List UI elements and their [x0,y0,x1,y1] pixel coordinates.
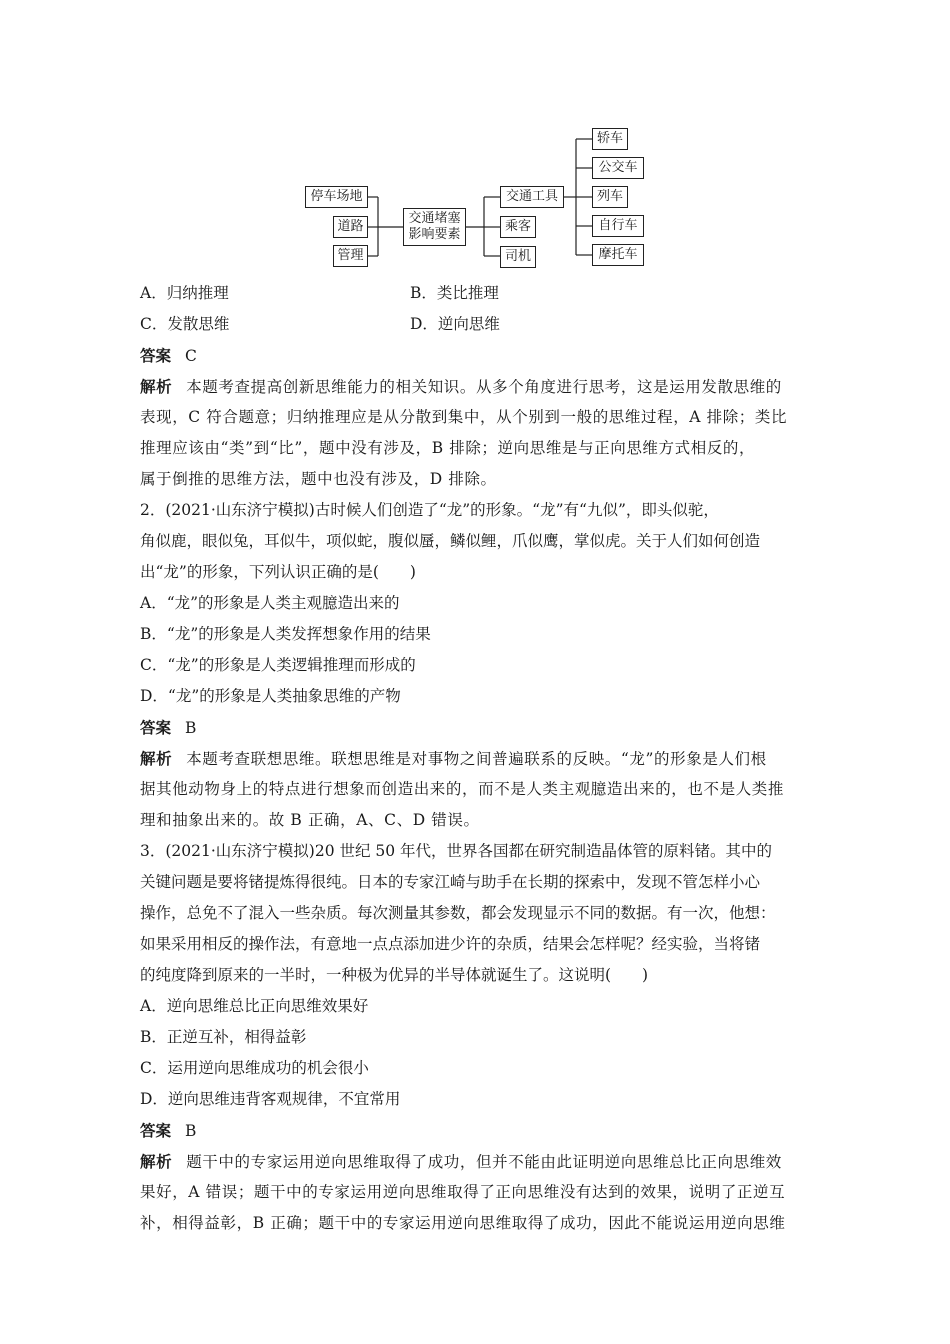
q2-option-b: B．“龙”的形象是人类发挥想象作用的结果 [140,625,431,643]
q2-analysis-line [140,743,812,774]
box-car: 轿车 [592,128,628,150]
q3-stem-line: 的纯度降到原来的一半时，一种极为优异的半导体就诞生了。这说明( ) [140,966,649,984]
q1-option-c: C．发散思维 [140,315,230,333]
q1-options-row2 [140,309,812,340]
answer-value: B [185,719,197,737]
analysis-label: 解析 [140,377,173,396]
box-vehicles: 交通工具 [500,186,564,208]
q2-option-a: A．“龙”的形象是人类主观臆造出来的 [140,594,400,612]
box-parking: 停车场地 [305,186,368,208]
center-line1: 交通堵塞 [408,210,461,226]
question-content [140,278,812,1239]
q1-option-a: A．归纳推理 [140,284,229,302]
q3-stem-line: 3．(2021·山东济宁模拟)20 世纪 50 年代，世界各国都在研究制造晶体管的原料锗。其中的 [140,842,773,860]
q1-analysis-line: 推理应该由“类”到“比”，题中没有涉及，B 排除；逆向思维是与正向思维方式相反的， [140,439,756,457]
box-center [403,208,466,246]
q3-analysis-line [140,1146,812,1177]
q3-stem-line: 关键问题是要将锗提炼得很纯。日本的专家江崎与助手在长期的探索中，发现不管怎样小心 [140,873,761,891]
q1-analysis-line [140,371,812,402]
q1-option-d: D．逆向思维 [410,315,500,333]
q1-analysis-line: 属于倒推的思维方法，题中也没有涉及，D 排除。 [140,470,497,488]
box-passengers: 乘客 [500,216,536,238]
q2-analysis-line: 理和抽象出来的。故 B 正确，A、C、D 错误。 [140,811,480,829]
q2-analysis-line: 据其他动物身上的特点进行想象而创造出来的，而不是人类主观臆造出来的，也不是人类推 [140,780,785,798]
diagram-connectors [0,0,950,280]
q3-option-d: D．逆向思维违背客观规律，不宜常用 [140,1090,401,1108]
q2-option-c: C．“龙”的形象是人类逻辑推理而形成的 [140,656,416,674]
box-motorcycle: 摩托车 [592,244,644,266]
answer-value: B [185,1122,197,1140]
q3-stem-line: 如果采用相反的操作法，有意地一点点添加进少许的杂质，结果会怎样呢？经实验，当将锗 [140,935,761,953]
q2-stem-line: 2．(2021·山东济宁模拟)古时候人们创造了“龙”的形象。“龙”有“九似”，即头似驼， [140,501,719,519]
q3-option-c: C．运用逆向思维成功的机会很小 [140,1059,369,1077]
answer-value: C [185,347,197,365]
q2-option-d: D．“龙”的形象是人类抽象思维的产物 [140,687,401,705]
q2-answer [140,712,812,743]
analysis-text: 题干中的专家运用逆向思维取得了成功，但并不能由此证明逆向思维总比正向思维效 [186,1153,782,1171]
q1-analysis-line: 表现，C 符合题意；归纳推理应是从分散到集中，从个别到一般的思维过程，A 排除；类比 [140,408,788,426]
box-management: 管理 [333,245,368,267]
box-bicycle: 自行车 [592,215,644,237]
box-road: 道路 [333,216,368,238]
answer-label: 答案 [140,1121,172,1140]
q2-stem-line: 出“龙”的形象，下列认识正确的是( ) [140,563,416,581]
box-train: 列车 [592,186,628,208]
q3-analysis-line: 果好，A 错误；题干中的专家运用逆向思维取得了正向思维没有达到的效果，说明了正逆互 [140,1183,786,1201]
analysis-label: 解析 [140,749,173,768]
q3-option-a: A．逆向思维总比正向思维效果好 [140,997,369,1015]
q3-stem-line: 操作，总免不了混入一些杂质。每次测量其参数，都会发现显示不同的数据。有一次，他想： [140,904,776,922]
analysis-label: 解析 [140,1152,173,1171]
q3-option-b: B．正逆互补，相得益彰 [140,1028,307,1046]
traffic-factors-diagram [0,0,950,280]
q1-option-b: B．类比推理 [410,284,499,302]
q2-stem-line: 角似鹿，眼似兔，耳似牛，项似蛇，腹似蜃，鳞似鲤，爪似鹰，掌似虎。关于人们如何创造 [140,532,761,550]
box-drivers: 司机 [500,246,536,268]
q1-options-row1 [140,278,812,309]
q3-analysis-line: 补，相得益彰，B 正确；题干中的专家运用逆向思维取得了成功，因此不能说运用逆向思维 [140,1214,786,1232]
center-line2: 影响要素 [408,227,461,242]
analysis-text: 本题考查提高创新思维能力的相关知识。从多个角度进行思考，这是运用发散思维的 [186,378,782,396]
box-bus: 公交车 [592,157,644,179]
answer-label: 答案 [140,346,172,365]
analysis-text: 本题考查联想思维。联想思维是对事物之间普遍联系的反映。“龙”的形象是人们根 [186,750,767,768]
q1-answer [140,340,812,371]
q3-answer [140,1115,812,1146]
answer-label: 答案 [140,718,172,737]
